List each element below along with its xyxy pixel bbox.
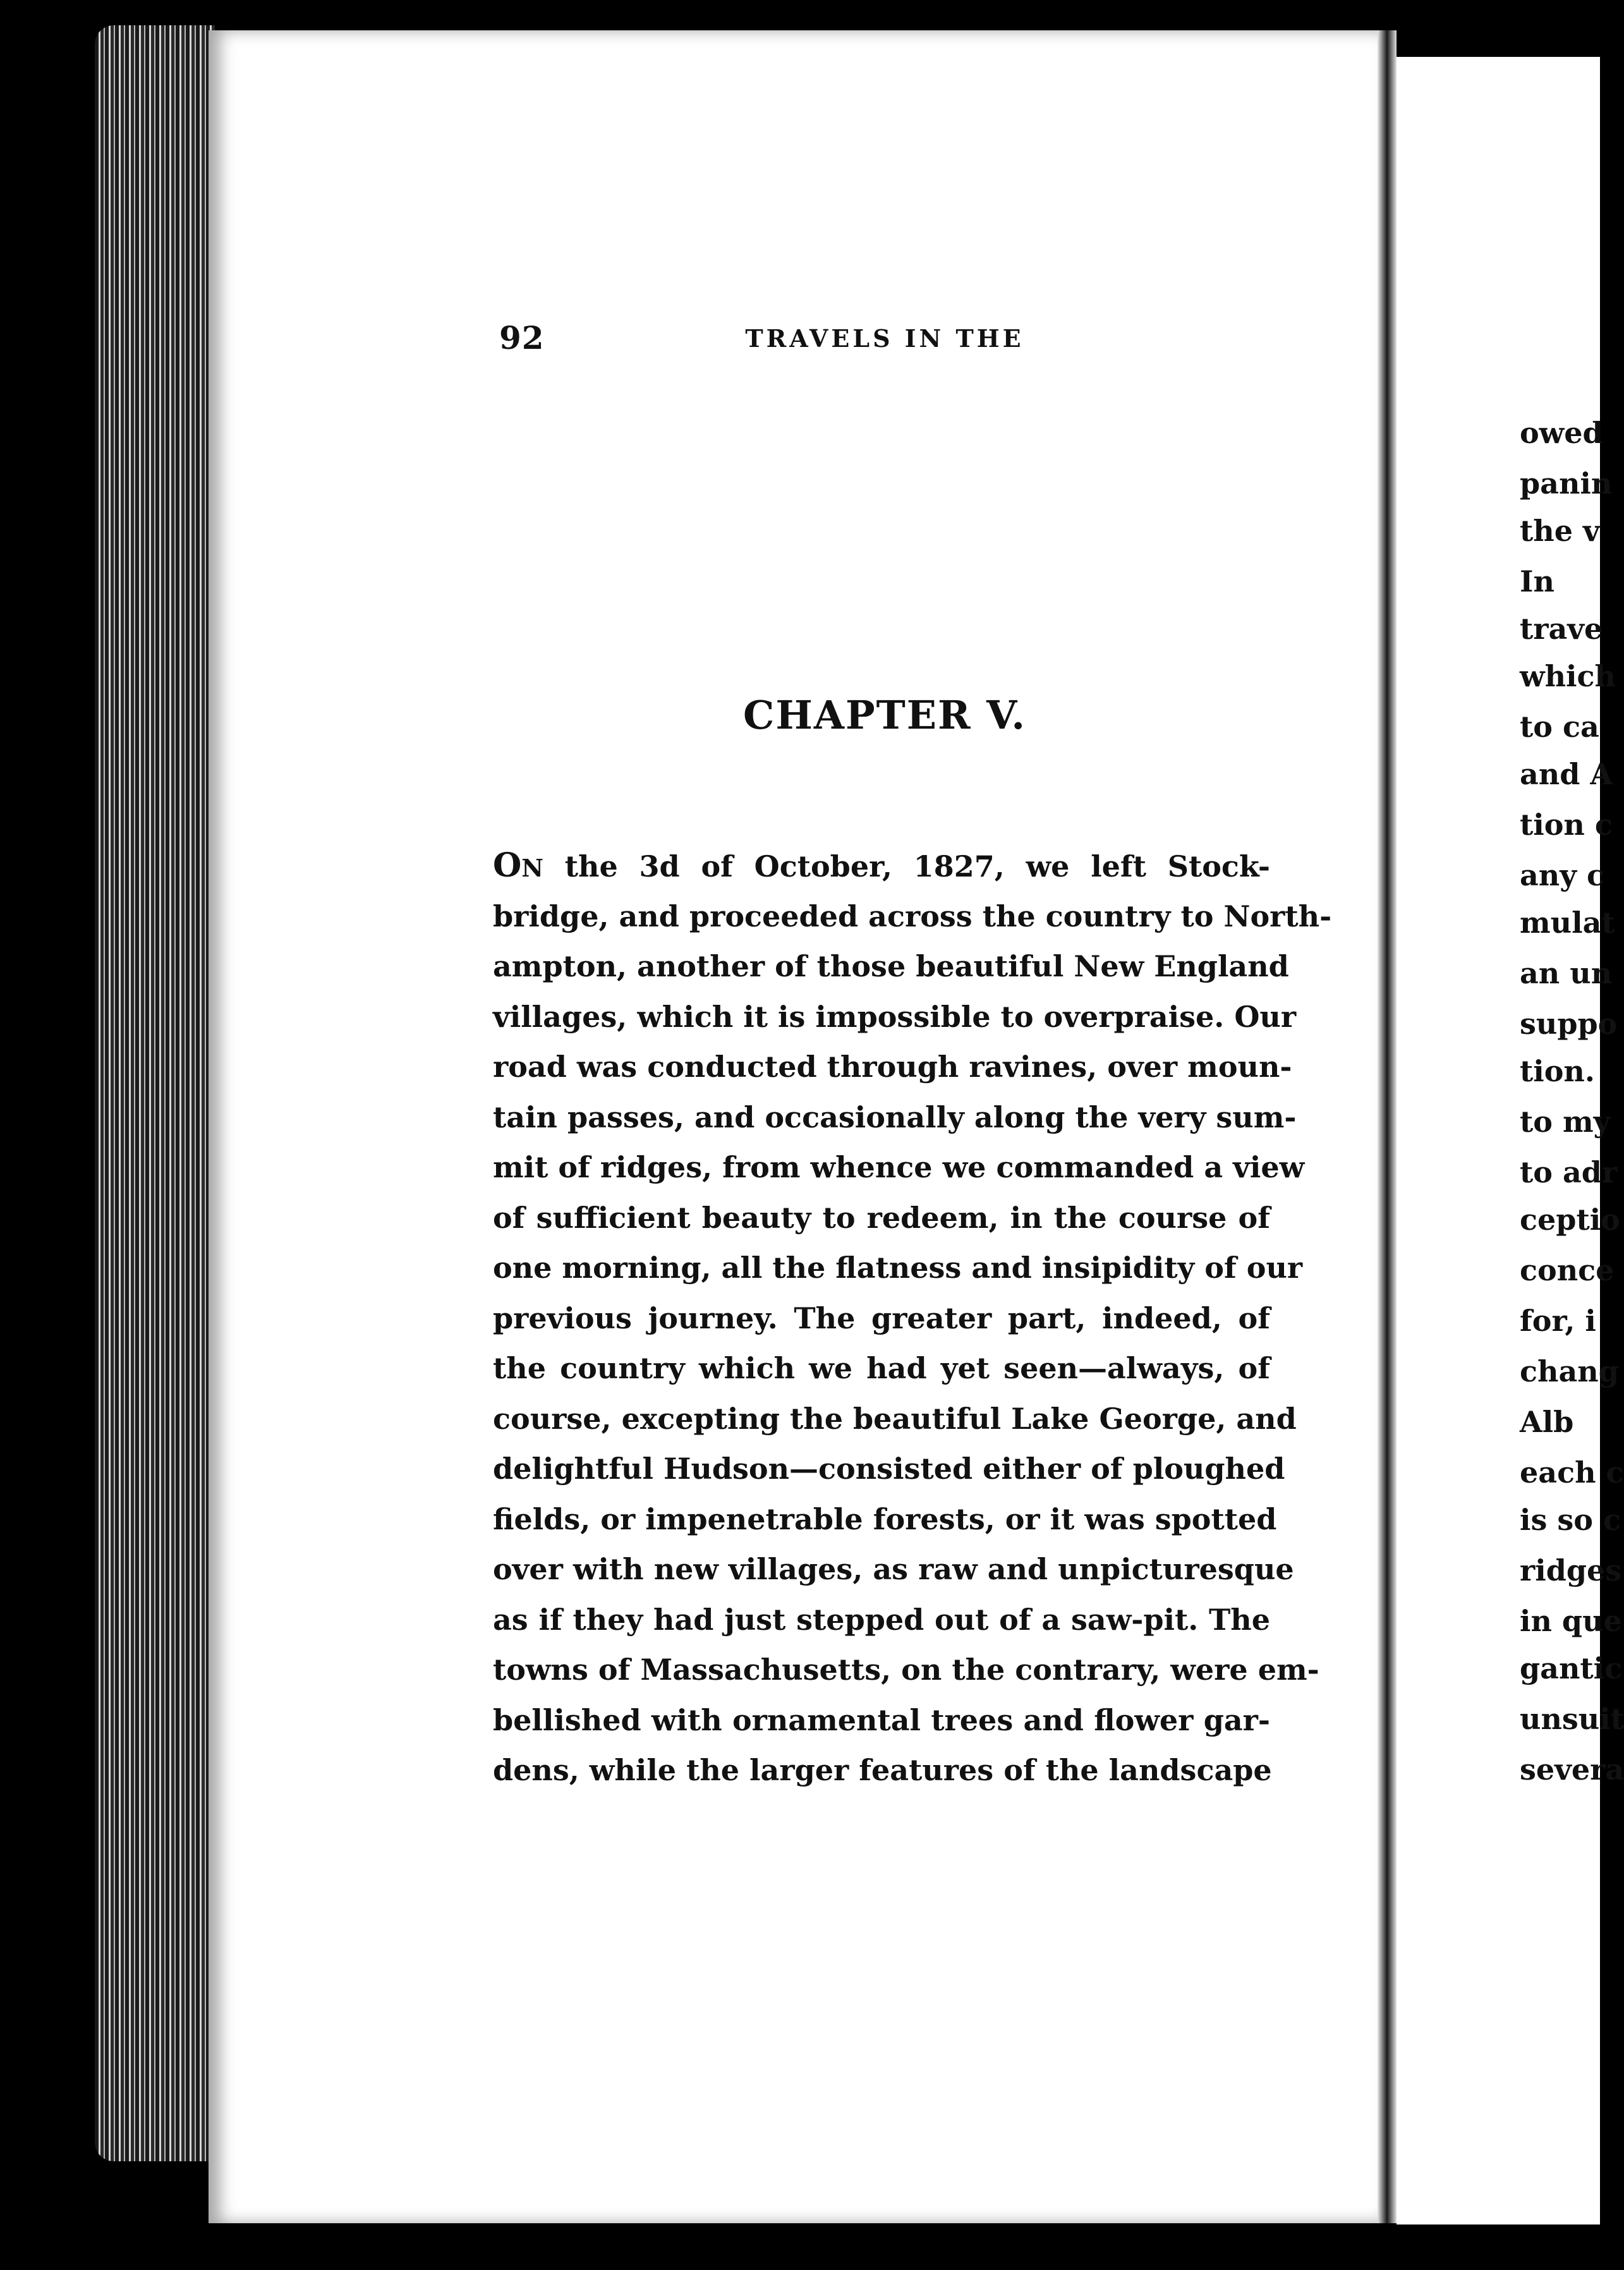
right-page-line: severa [1520,1752,1624,1787]
body-line: one morning, all the flatness and insipidity of our [493,1251,1303,1285]
right-page-line: gantic [1520,1651,1623,1685]
right-page-line: for, i [1520,1304,1596,1338]
body-line: of sufficient beauty to redeem, in the course of [493,1201,1270,1235]
body-line: ON the 3d of October, 1827, we left Stock- [493,846,1270,885]
body-line: bellished with ornamental trees and flower gar- [493,1703,1270,1737]
right-page-line: chang [1520,1354,1619,1388]
book-gutter [1378,30,1397,2223]
body-line: fields, or impenetrable forests, or it was spotted [493,1502,1277,1536]
book-block-edge [95,25,215,2161]
right-page-line: ridges [1520,1553,1622,1587]
body-line: previous journey. The greater part, indeed, of [493,1301,1270,1335]
page-number: 92 [499,319,545,356]
right-page-line: and A [1520,757,1613,791]
page-header [499,319,1270,363]
right-page-line: tion. [1520,1054,1595,1088]
right-page-line: In [1520,564,1554,598]
right-page-line: an un [1520,956,1613,990]
body-line: villages, which it is impossible to overpraise. Our [493,1000,1297,1034]
right-page-line: panin [1520,466,1613,501]
body-line: ampton, another of those beautiful New England [493,949,1289,983]
right-page-line: unsuit [1520,1702,1624,1736]
chapter-title: CHAPTER V. [742,692,1026,738]
running-head: TRAVELS IN THE [745,324,1024,353]
right-page-line: is so c [1520,1503,1621,1537]
right-page [1397,57,1624,2224]
right-page-line: the v [1520,514,1600,548]
body-line: bridge, and proceeded across the country to North- [493,899,1332,933]
body-line: the country which we had yet seen—always, of [493,1351,1270,1385]
body-line: mit of ridges, from whence we commanded a view [493,1150,1305,1184]
right-page-line: in que [1520,1604,1622,1638]
right-page-line: to adr [1520,1155,1618,1189]
body-line: towns of Massachusetts, on the contrary, were em- [493,1653,1319,1687]
right-page-line: mulat [1520,906,1615,940]
right-page-line: Alb [1520,1405,1574,1439]
body-line: tain passes, and occasionally along the very sum- [493,1100,1297,1134]
right-page-line: trave [1520,612,1603,646]
right-page-line: owed [1520,416,1603,450]
right-page-line: tion c [1520,808,1613,842]
body-line: road was conducted through ravines, over moun- [493,1050,1292,1084]
right-page-line: suppo [1520,1007,1618,1041]
body-line: over with new villages, as raw and unpicturesque [493,1552,1294,1586]
body-line: delightful Hudson—consisted either of ploughed [493,1452,1285,1486]
body-line: course, excepting the beautiful Lake George, and [493,1402,1297,1436]
right-page-line: conce [1520,1253,1615,1287]
right-page-line: to ca [1520,710,1599,744]
right-page-line: each c [1520,1455,1624,1490]
body-line: as if they had just stepped out of a saw-pit. The [493,1603,1270,1637]
right-page-line: to my [1520,1105,1611,1139]
right-page-line: ceptio [1520,1203,1620,1237]
right-page-line: any c [1520,858,1605,892]
body-line: dens, while the larger features of the landscape [493,1753,1272,1787]
right-page-line: which [1520,659,1616,693]
